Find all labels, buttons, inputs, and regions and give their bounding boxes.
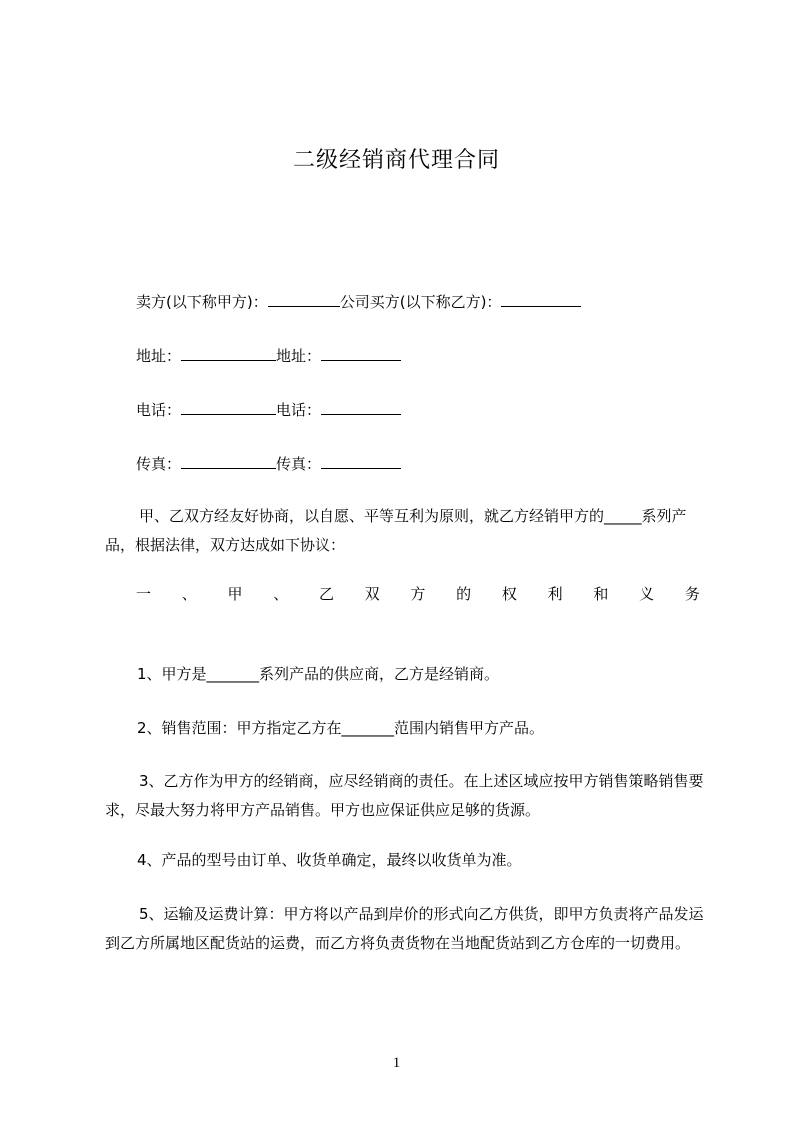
heading-char: 双 — [364, 585, 380, 603]
address-label-a: 地址： — [136, 347, 182, 365]
phone-line — [136, 400, 401, 419]
heading-char: 义 — [639, 585, 655, 603]
phone-label-a: 电话： — [136, 401, 182, 419]
seller-label: 卖方(以下称甲方)： — [136, 293, 268, 311]
heading-char: 权 — [501, 585, 517, 603]
clause-4: 4、产品的型号由订单、收货单确定，最终以收货单为准。 — [137, 851, 522, 869]
phone-blank-b — [321, 400, 401, 415]
clause-3: 3、乙方作为甲方的经销商，应尽经销商的责任。在上述区域应按甲方销售策略销售要求，尽最大努力将甲方产品销售。甲方也应保证供应足够的货源。 — [105, 772, 704, 819]
address-blank-b — [321, 346, 401, 361]
seller-name-blank — [268, 292, 340, 307]
section-heading — [136, 583, 700, 604]
address-label-b: 地址： — [276, 347, 322, 365]
clause-5: 5、运输及运费计算：甲方将以产品到岸价的形式向乙方供货，即甲方负责将产品发运到乙方所属地区配货站的运费，而乙方将负责货物在当地配货站到乙方仓库的一切费用。 — [105, 905, 704, 952]
heading-char: 和 — [593, 585, 609, 603]
heading-char: 乙 — [318, 585, 334, 603]
fax-label-a: 传真： — [136, 455, 182, 473]
heading-char: 务 — [684, 585, 700, 603]
document-title: 二级经销商代理合同 — [292, 148, 500, 173]
heading-char: 、 — [181, 585, 197, 603]
address-blank-a — [181, 346, 276, 361]
heading-char: 、 — [273, 585, 289, 603]
heading-char: 的 — [456, 585, 472, 603]
clause-1: 1、甲方是_______系列产品的供应商，乙方是经销商。 — [137, 665, 500, 683]
buyer-label: 公司买方(以下称乙方)： — [339, 293, 502, 311]
heading-char: 利 — [547, 585, 563, 603]
fax-line — [136, 454, 401, 473]
heading-char: 方 — [410, 585, 426, 603]
phone-label-b: 电话： — [276, 401, 322, 419]
phone-blank-a — [181, 400, 276, 415]
heading-char: 一 — [136, 585, 152, 603]
intro-paragraph: 甲、乙双方经友好协商，以自愿、平等互利为原则，就乙方经销甲方的_____系列产品，根据法律，双方达成如下协议： — [105, 507, 687, 554]
buyer-name-blank — [501, 292, 581, 307]
heading-char: 甲 — [227, 585, 243, 603]
seller-buyer-line — [136, 292, 581, 311]
fax-blank-a — [181, 454, 276, 469]
address-line — [136, 346, 401, 365]
fax-blank-b — [321, 454, 401, 469]
fax-label-b: 传真： — [276, 455, 322, 473]
clause-2: 2、销售范围：甲方指定乙方在_______范围内销售甲方产品。 — [137, 719, 545, 737]
page-number: 1 — [392, 1055, 401, 1071]
